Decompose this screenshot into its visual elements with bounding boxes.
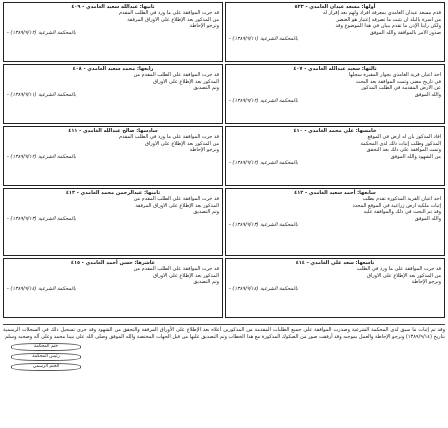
entry-box (225, 2, 445, 62)
entry-line: المذكور وطلب إثبات ذلك لدى المحكمة (360, 140, 441, 147)
entry-reference: - (١٣٨٩/٩/١٢) بالمحكمة الشرعية (229, 98, 298, 105)
entry-title: ثامنها: عبدالرحمن محمد الغامدي - ٤١٣ (65, 190, 161, 196)
entry-reference: - (١٣٨٩/٩/١٣) بالمحكمة الشرعية (229, 222, 298, 229)
entry-line: قدم مسعد عيدان الغامدي بمعرفة أفراد ولهم بعد إقرار له (322, 10, 441, 17)
entry-line: والله الموفق (414, 91, 441, 98)
stamp-mark: رئيس المحكمة (11, 353, 81, 361)
entry-line: من المذكور بعد الإطلاع على الأوراق المرفقة (127, 16, 219, 23)
entry-line: قد جرت الموافقة على ما ورد في الطلب المقدم (119, 134, 219, 141)
entry-line: قد جرت الموافقة على ما ورد في الطلب المقدم (119, 10, 219, 17)
entry-box (225, 188, 445, 256)
footer-note: وقد تم إثبات ما سبق لدى المحكمة الشرعية وصدرت الموافقة على جميع الطلبات المقدمة من المذكورين أعلاه بعد الإطلاع على الأوراق المرفقة والتحقق من الشهود وقد جرى تسجيل ذلك في السجلات الرسمية بتاريخ (١٣٨٩/٩/١٤) ونرجو الإحاطة والعمل بموجبه وقد أرفقت صور من الصكوك المذكورة مع هذا الخطاب وتم التصديق عليها من قبل الجهات المختصة والله الموفق وصلى الله على نبينا محمد وعلى آله وصحبه وسلم (3, 324, 445, 340)
entry-line: من أسرة بالبلد أن يثبت ما تصرفه إعتبار هو العنصر (336, 16, 441, 23)
entry-line: قد جرت الموافقة على الطلب المقدم من (133, 72, 219, 79)
entry-line: عن الأرض المقدمة في الطلب المذكور (361, 85, 441, 92)
entry-box (225, 64, 445, 124)
entry-line: من الشهود والله الموفق (390, 153, 441, 160)
entry-title: ثالثها: سعيد عبدالله الغامدي - ٤٠٧ (293, 66, 377, 72)
entry-line: وقد تم البحث في ذلك والموافقة عليه (363, 209, 441, 216)
stamp-block (11, 343, 81, 371)
entry-box (3, 258, 223, 318)
entry-line: أحد أعيان قرية الغامدي بجوار المقبرة سجلها (348, 72, 441, 79)
entry-line: وتم التصديق (193, 85, 219, 92)
entry-line: أفاد المذكور بأن له أرض في الموقع (367, 134, 441, 141)
entry-box (3, 126, 223, 186)
entry-line: المذكور بعد الإطلاع على الأوراق المرفقة (135, 202, 219, 209)
entry-reference: - (١٣٨٩/٩/١٣) بالمحكمة الشرعية (7, 215, 76, 222)
entry-title: عاشرها: حسن أحمد الغامدي - ٤١٥ (70, 260, 156, 266)
entry-line: والله الموفق (414, 215, 441, 222)
entry-line: صدور الأمر بالموافقة والله الموفق (369, 29, 441, 36)
stamp-mark: ختم المحكمة (11, 343, 81, 351)
entry-reference: - (١٣٨٩/٩/١٢) بالمحكمة الشرعية (229, 160, 298, 167)
entry-line: وتم التصديق (193, 209, 219, 216)
entry-reference: - (١٣٨٩/٩/١١) بالمحكمة الشرعية (7, 91, 76, 98)
entry-title: أولها: مسعد عيدان الغامدي - ٥٢٣ (294, 4, 376, 10)
entry-reference: - (١٣٨٩/٩/١١) بالمحكمة الشرعية (229, 36, 298, 43)
entry-box (225, 258, 445, 318)
entry-line: المذكور بعد الإطلاع على الأوراق (153, 272, 219, 279)
entry-line: أحد أعيان القرية المذكورة تقدم بطلب (362, 196, 441, 203)
entry-line: ونرجو الإحاطة (189, 147, 219, 154)
entry-box (3, 64, 223, 124)
entry-line: ونرجو الإحاطة (411, 279, 441, 286)
stamp-mark: الختم الرسمي (11, 363, 81, 371)
entry-line: وتم التصديق (193, 279, 219, 286)
entry-title: تاسعها: سعد علي الغامدي - ٤١٤ (295, 260, 375, 266)
entry-line: قد جرت الموافقة على ما ورد في الطلب (356, 266, 441, 273)
entry-title: سادسها: صالح عبدالله الغامدي - ٤١١ (68, 128, 158, 134)
entry-box (225, 126, 445, 186)
entry-reference: - (١٣٨٩/٩/١٢) بالمحكمة الشرعية (7, 29, 76, 36)
entry-line: من المذكور بعد الإطلاع على الأوراق (367, 272, 441, 279)
entry-title: خامسها: علي محمد الغامدي - ٤١٠ (293, 128, 377, 134)
entry-box (3, 188, 223, 256)
entry-line: قد جرت الموافقة على الطلب المقدم من (133, 196, 219, 203)
entry-line: وتمت الموافقة على ذلك بعد التحقق (366, 147, 441, 154)
entry-title: سابعها: أحمد سعيد الغامدي - ٤١٢ (294, 190, 376, 196)
entry-box (3, 2, 223, 62)
entry-line: من المذكور بعد الإطلاع على الأوراق (145, 140, 219, 147)
entry-line: في تاريخ مضى وتمت الموافقة بعد البحث (355, 78, 441, 85)
entry-reference: - (١٣٨٩/٩/١٤) بالمحكمة الشرعية (7, 285, 76, 292)
entry-reference: - (١٣٨٩/٩/١٢) بالمحكمة الشرعية (7, 153, 76, 160)
entry-line: إثبات ملكية أرض زراعية في الموقع المحدد (352, 202, 441, 209)
entry-line: قد جرت الموافقة على الطلب المقدم من (133, 266, 219, 273)
entry-reference: - (١٣٨٩/٩/١٤) بالمحكمة الشرعية (229, 285, 298, 292)
entry-title: ثانيها: عبدالله سعيد الغامدي - ٤٠٩ (71, 4, 155, 10)
entries-grid (3, 2, 445, 320)
entry-line: ونرجو الإحاطة (189, 23, 219, 30)
entry-line: المذكور بعد الإطلاع على الأوراق (153, 78, 219, 85)
entry-line: ولكن رأينا الإذن ما تقدم ببيان في هذا الموضوع وقد (335, 23, 441, 30)
entry-title: رابعها: محمد سعيد الغامدي - ٤٠٨ (72, 66, 154, 72)
